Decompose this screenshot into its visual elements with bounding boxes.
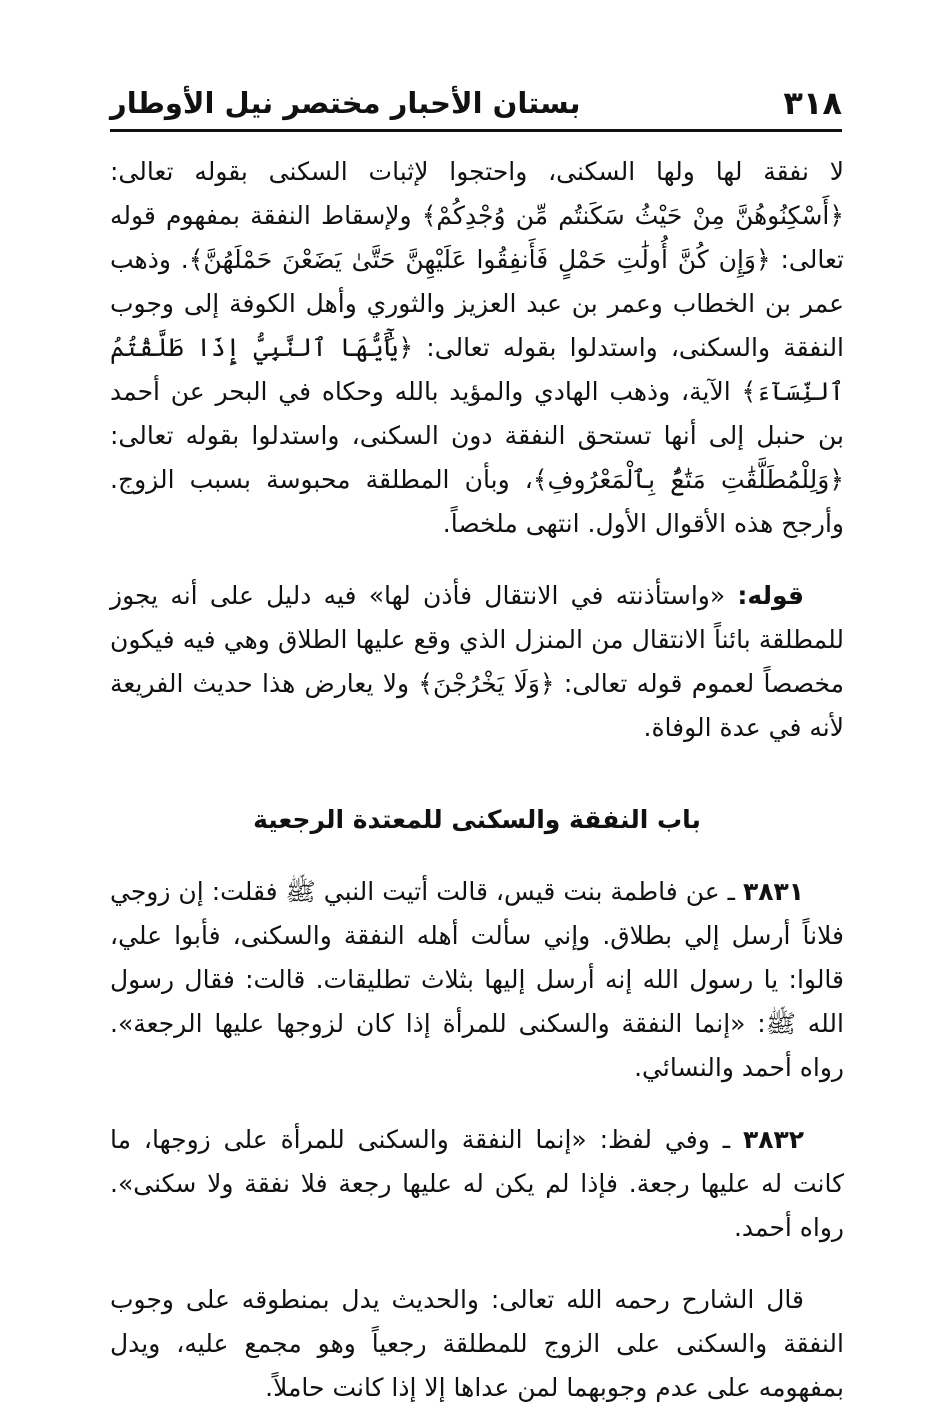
quran-quote: ﴿وَإِن كُنَّ أُولَٰتِ حَمْلٍ فَأَنفِقُوا عَلَيْهِنَّ حَتَّىٰ يَضَعْنَ حَمْلَهُنَّ﴾ <box>188 245 771 274</box>
commentary-text: . وذهب عمر بن الخطاب وعمر بن عبد العزيز والثوري وأهل الكوفة إلى وجوب النفقة والسكنى، واستدلوا بقوله تعالى: <box>110 245 845 362</box>
hadith-3832 <box>110 1118 844 1250</box>
quran-quote: ﴿وَلِلْمُطَلَّقَٰتِ مَتَٰعٌۢ بِٱلْمَعْرُوفِ﴾ <box>532 465 844 494</box>
quran-quote: ﴿وَلَا يَخْرُجْنَ﴾ <box>418 669 555 698</box>
commentary-text: «واستأذنته في الانتقال فأذن لها» فيه دليل على أنه يجوز للمطلقة بائناً الانتقال من المنزل الذي وقع عليها الطلاق وهي فيه فيكون مخصصاً لعموم قوله تعالى: <box>110 581 845 698</box>
quran-quote: ﴿أَسْكِنُوهُنَّ مِنْ حَيْثُ سَكَنتُم مِّن وُجْدِكُمْ﴾ <box>421 201 844 230</box>
commentary-text: ، وبأن المطلقة محبوسة بسبب الزوج. وأرجح هذه الأقوال الأول. انتهى ملخصاً. <box>110 465 844 538</box>
page-body <box>110 150 844 1410</box>
hadith-3831 <box>110 870 844 1090</box>
running-title: بستان الأحبار مختصر نيل الأوطار <box>110 86 581 120</box>
commentary-label: قوله: <box>737 581 805 610</box>
quran-quote: ﴿يَٰٓأَيُّهَا ٱلنَّبِيُّ إِذَا طَلَّقْتُمُ ٱلنِّسَآءَ﴾ <box>110 333 844 406</box>
header-rule <box>110 129 842 132</box>
commentary-paragraph-2 <box>110 574 844 750</box>
hadith-number: ٣٨٣١ <box>742 877 805 906</box>
commentary-text: الآية، وذهب الهادي والمؤيد بالله وحكاه في البحر عن أحمد بن حنبل إلى أنها تستحق النفقة دون السكنى، واستدلوا بقوله تعالى: <box>110 377 844 450</box>
commentary-paragraph-1 <box>110 150 844 546</box>
commentary-text: لا نفقة لها ولها السكنى، واحتجوا لإثبات السكنى بقوله تعالى: <box>110 157 844 186</box>
commentary-text: ولا يعارض هذا حديث الفريعة لأنه في عدة الوفاة. <box>110 669 844 742</box>
commentary-text: ولإسقاط النفقة بمفهوم قوله تعالى: <box>110 201 844 274</box>
hadith-number: ٣٨٣٢ <box>742 1125 804 1154</box>
hadith-text: ـ عن فاطمة بنت قيس، قالت أتيت النبي ﷺ فقلت: إن زوجي فلاناً أرسل إلي بطلاق. وإني سألت أهله النفقة والسكنى، فأبوا علي، قالوا: يا رسول الله إنه أرسل إليها بثلاث تطليقات. قالت: فقال رسول الله ﷺ: «إنما النفقة والسكنى للمرأة إذا كان لزوجها عليها الرجعة». رواه أحمد والنسائي. <box>110 877 844 1082</box>
page-header <box>110 78 842 130</box>
chapter-heading: باب النفقة والسكنى للمعتدة الرجعية <box>253 805 701 834</box>
commentary-paragraph-3: قال الشارح رحمه الله تعالى: والحديث يدل بمنطوقه على وجوب النفقة والسكنى على الزوج للمطلقة رجعياً وهو مجمع عليه، ويدل بمفهومه على عدم وجوبهما لمن عداها إلا إذا كانت حاملاً. <box>110 1285 844 1402</box>
page-number: ٣١٨ <box>783 84 842 122</box>
hadith-text: ـ وفي لفظ: «إنما النفقة والسكنى للمرأة على زوجها، ما كانت له عليها رجعة. فإذا لم يكن له عليها رجعة فلا نفقة ولا سكنى». رواه أحمد. <box>110 1125 844 1242</box>
